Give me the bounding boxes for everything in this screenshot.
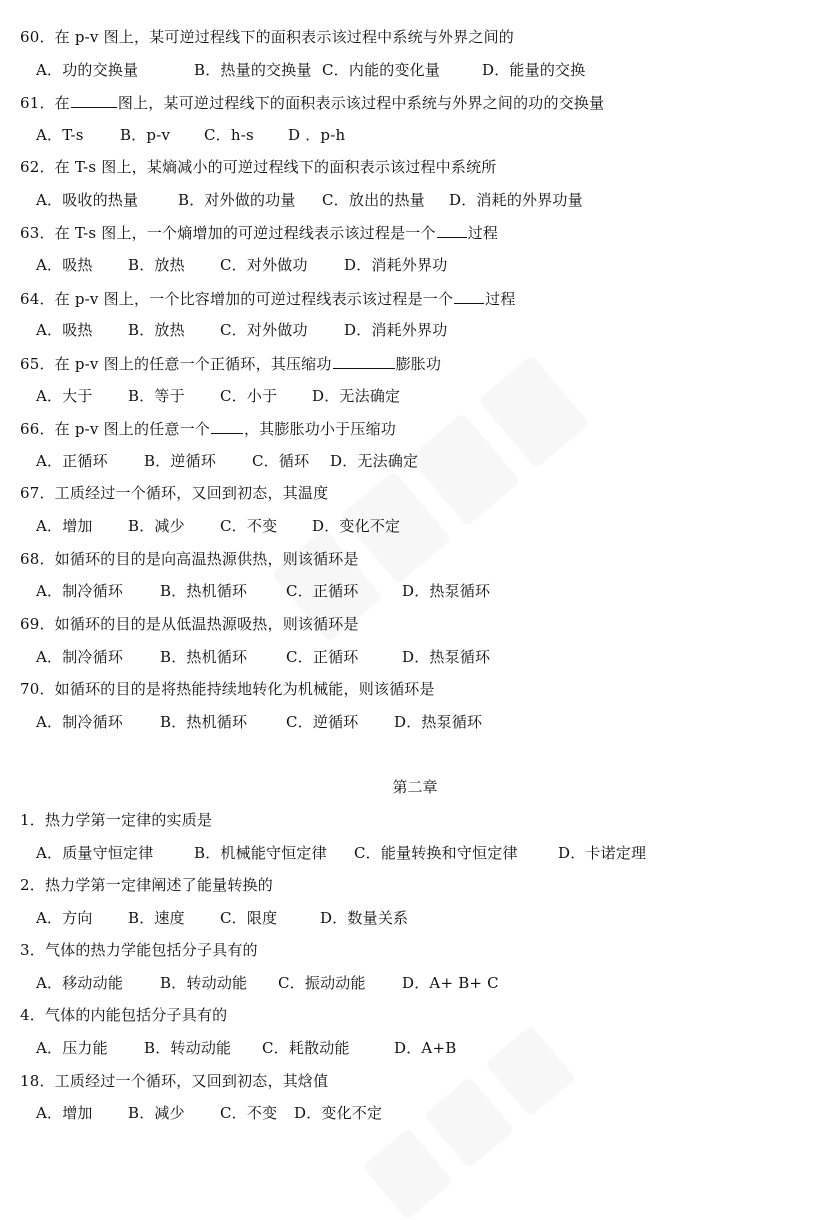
option-c: C．振动动能 [278,974,366,992]
question-text: 3．气体的热力学能包括分子具有的 [20,941,258,959]
option-d: D．能量的交换 [482,61,586,79]
option-d: D．热泵循环 [402,582,491,600]
answer-blank [333,353,395,369]
question-text-pre: 66．在 p-v 图上的任意一个 [20,420,210,438]
option-c: C．内能的变化量 [322,61,441,79]
question-text-pre: 61．在 [20,94,70,112]
answer-blank [454,288,484,304]
option-a: A．正循环 [36,452,108,470]
option-c: C．限度 [220,909,278,927]
option-a: A．质量守恒定律 [36,844,154,862]
question-text-post: 膨胀功 [395,355,442,373]
option-a: A．吸收的热量 [36,191,139,209]
option-a: A．增加 [36,517,93,535]
option-b: B．转动动能 [144,1039,232,1057]
question-text-post: ，其膨胀功小于压缩功 [243,420,396,438]
option-c: C．小于 [220,387,278,405]
option-a: A．制冷循环 [36,648,124,666]
question-ch2-18 [20,1071,328,1091]
option-c: C．不变 [220,517,278,535]
option-a: A．制冷循环 [36,713,124,731]
question-62 [20,157,496,177]
question-61 [20,92,604,113]
option-a: A．T-s [36,126,84,144]
option-a: A．吸热 [36,256,93,274]
option-d: D．数量关系 [320,909,409,927]
option-c: C．放出的热量 [322,191,425,209]
option-d: D．卡诺定理 [558,844,647,862]
option-a: A．吸热 [36,321,93,339]
question-ch2-3 [20,940,258,960]
option-c: C．对外做功 [220,256,308,274]
option-b: B．机械能守恒定律 [194,844,327,862]
option-d: D．热泵循环 [402,648,491,666]
chapter-heading: 第二章 [392,778,438,796]
option-b: B．等于 [128,387,185,405]
option-c: C．耗散动能 [262,1039,350,1057]
option-c: C．对外做功 [220,321,308,339]
question-70 [20,679,435,699]
question-text-post: 图上，某可逆过程线下的面积表示该过程中系统与外界之间的功的交换量 [117,94,605,112]
option-a: A．大于 [36,387,93,405]
option-c: C．能量转换和守恒定律 [354,844,518,862]
option-b: B．对外做的功量 [178,191,296,209]
question-68 [20,549,359,569]
option-b: B．转动动能 [160,974,248,992]
option-c: C．逆循环 [286,713,359,731]
question-text: 67．工质经过一个循环，又回到初态，其温度 [20,484,329,502]
option-b: B．p-v [120,126,171,144]
option-a: A．移动动能 [36,974,124,992]
question-text: 68．如循环的目的是向高温热源供热，则该循环是 [20,550,359,568]
option-d: D．无法确定 [330,452,419,470]
option-d: D．无法确定 [312,387,401,405]
option-c: C．正循环 [286,648,359,666]
option-b: B．热机循环 [160,582,248,600]
question-text: 69．如循环的目的是从低温热源吸热，则该循环是 [20,615,359,633]
option-c: C．正循环 [286,582,359,600]
option-d: D．消耗外界功 [344,256,448,274]
question-text: 4．气体的内能包括分子具有的 [20,1006,228,1024]
option-b: B．放热 [128,256,185,274]
option-a: A．增加 [36,1104,93,1122]
question-66 [20,418,396,439]
option-d: D．A+B [394,1039,457,1057]
question-text-pre: 64．在 p-v 图上，一个比容增加的可逆过程线表示该过程是一个 [20,290,454,308]
question-text-pre: 65．在 p-v 图上的任意一个正循环，其压缩功 [20,355,332,373]
option-d: D．热泵循环 [394,713,483,731]
question-67 [20,483,328,503]
answer-blank [437,222,467,238]
option-b: B．速度 [128,909,185,927]
question-ch2-2 [20,875,273,895]
option-d: D．A+ B+ C [402,974,499,992]
question-text: 18．工质经过一个循环，又回到初态，其焓值 [20,1072,329,1090]
option-b: B．放热 [128,321,185,339]
option-d: D．变化不定 [312,517,401,535]
question-65 [20,353,441,374]
option-c: C．循环 [252,452,310,470]
option-a: A．制冷循环 [36,582,124,600]
answer-blank [211,418,243,434]
question-text-pre: 63．在 T-s 图上，一个熵增加的可逆过程线表示该过程是一个 [20,224,436,242]
question-69 [20,614,359,634]
option-b: B．减少 [128,517,185,535]
option-d: D．消耗外界功 [344,321,448,339]
option-b: B．逆循环 [144,452,217,470]
question-text-post: 过程 [467,224,499,242]
option-d: D ．p-h [288,126,346,144]
option-a: A．方向 [36,909,93,927]
question-text: 2．热力学第一定律阐述了能量转换的 [20,876,273,894]
option-b: B．热机循环 [160,713,248,731]
question-text: 60．在 p-v 图上，某可逆过程线下的面积表示该过程中系统与外界之间的 [20,28,514,46]
question-63 [20,222,498,243]
question-text-post: 过程 [485,290,516,308]
option-d: D．消耗的外界功量 [449,191,583,209]
question-text: 1．热力学第一定律的实质是 [20,811,213,829]
question-60 [20,27,514,47]
option-b: B．减少 [128,1104,185,1122]
option-b: B．热机循环 [160,648,248,666]
question-ch2-1 [20,810,212,830]
option-a: A．功的交换量 [36,61,139,79]
option-a: A．压力能 [36,1039,108,1057]
question-ch2-4 [20,1005,227,1025]
answer-blank [71,92,117,108]
option-b: B．热量的交换量 [194,61,312,79]
question-text: 62．在 T-s 图上，某熵减小的可逆过程线下的面积表示该过程中系统所 [20,158,497,176]
option-c: C．不变 [220,1104,278,1122]
option-d: D．变化不定 [294,1104,383,1122]
question-text: 70．如循环的目的是将热能持续地转化为机械能，则该循环是 [20,680,435,698]
question-64 [20,288,516,309]
option-c: C．h-s [204,126,254,144]
